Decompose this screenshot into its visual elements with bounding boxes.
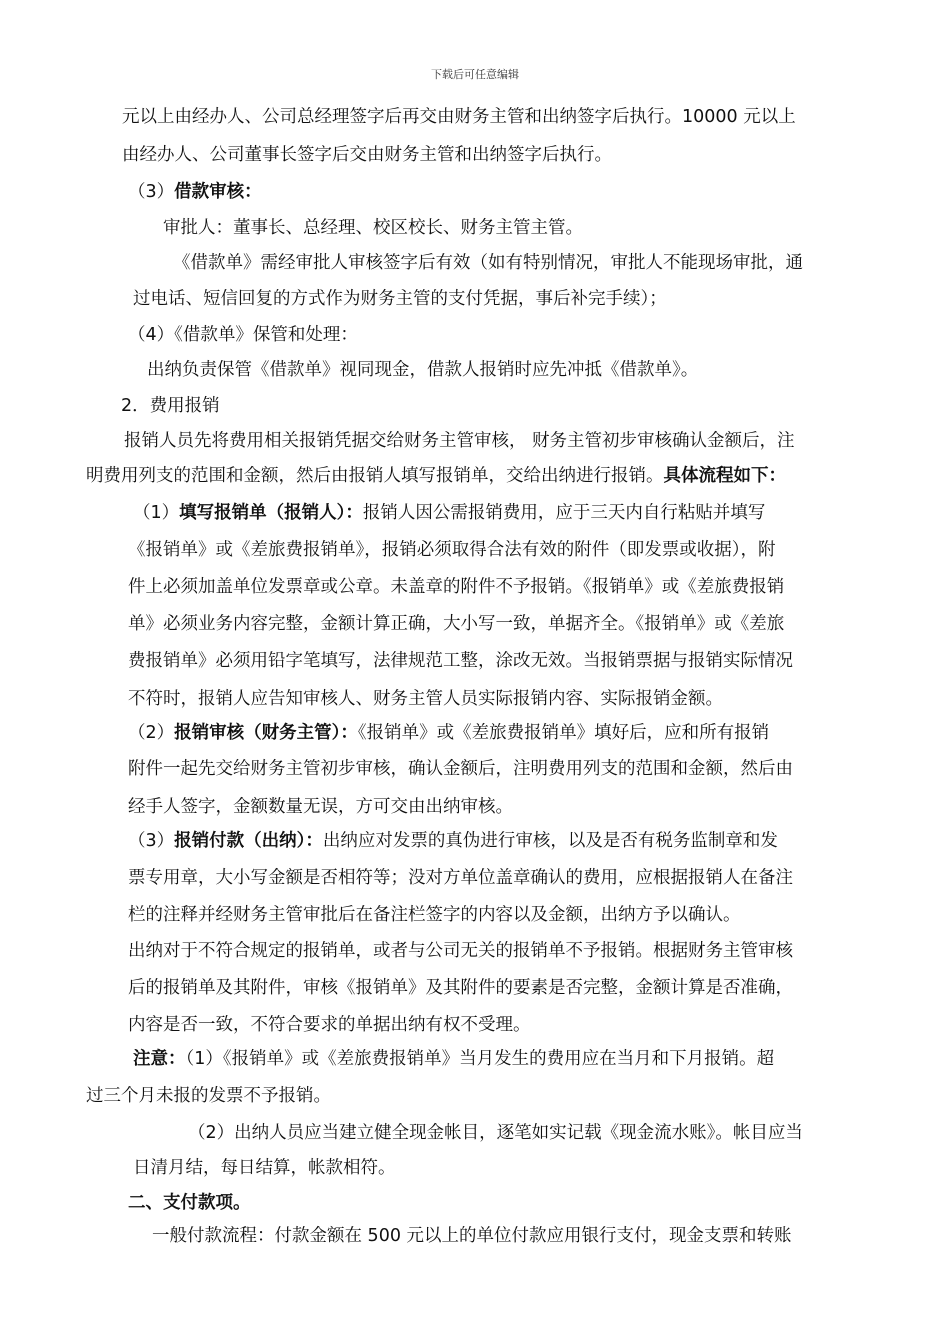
text-line: 不符时，报销人应告知审核人、财务主管人员实际报销内容、实际报销金额。 — [128, 689, 723, 709]
text-line: 票专用章，大小写金额是否相符等；没对方单位盖章确认的费用，应根据报销人在备注 — [128, 868, 793, 888]
text-line: 过三个月未报的发票不予报销。 — [86, 1086, 331, 1106]
text-line: 栏的注释并经财务主管审批后在备注栏签字的内容以及金额，出纳方予以确认。 — [128, 905, 741, 925]
text-line: （2）出纳人员应当建立健全现金帐目，逐笔如实记载《现金流水账》。帐目应当 — [188, 1123, 803, 1143]
text-line: 报销人员先将费用相关报销凭据交给财务主管审核， 财务主管初步审核确认金额后，注 — [124, 431, 795, 451]
page-header: 下载后可任意编辑 — [431, 68, 519, 81]
text-line: 出纳负责保管《借款单》视同现金，借款人报销时应先冲抵《借款单》。 — [147, 360, 699, 380]
section-heading: （1）填写报销单（报销人）：报销人因公需报销费用，应于三天内自行粘贴并填写 — [133, 503, 766, 523]
text-line: 过电话、短信回复的方式作为财务主管的支付凭据，事后补完手续）； — [133, 289, 667, 309]
text-line: 后的报销单及其附件，审核《报销单》及其附件的要素是否完整，金额计算是否准确， — [128, 978, 793, 998]
text-line: 费报销单》必须用铅字笔填写，法律规范工整，涂改无效。当报销票据与报销实际情况 — [128, 651, 793, 671]
text-line: 明费用列支的范围和金额，然后由报销人填写报销单，交给出纳进行报销。具体流程如下： — [86, 466, 786, 486]
text-line: 元以上由经办人、公司总经理签字后再交由财务主管和出纳签字后执行。10000 元以上 — [122, 107, 796, 127]
text-line: 单》必须业务内容完整，金额计算正确，大小写一致，单据齐全。《报销单》或《差旅 — [128, 614, 785, 634]
text-line: 件上必须加盖单位发票章或公章。未盖章的附件不予报销。《报销单》或《差旅费报销 — [128, 577, 785, 597]
section-heading: 2．费用报销 — [121, 396, 220, 416]
text-line: 一般付款流程：付款金额在 500 元以上的单位付款应用银行支付，现金支票和转账 — [152, 1226, 792, 1246]
text-line: 审批人：董事长、总经理、校区校长、财务主管主管。 — [163, 218, 583, 238]
text-line: 经手人签字，金额数量无误，方可交由出纳审核。 — [128, 797, 513, 817]
section-heading: （4）《借款单》保管和处理： — [128, 325, 358, 345]
text-line: 《借款单》需经审批人审核签字后有效（如有特别情况，审批人不能现场审批，通 — [173, 253, 803, 273]
text-line: 出纳对于不符合规定的报销单，或者与公司无关的报销单不予报销。根据财务主管审核 — [128, 941, 793, 961]
section-heading: （3）借款审核： — [128, 182, 262, 202]
section-heading: （3）报销付款（出纳）：出纳应对发票的真伪进行审核，以及是否有税务监制章和发 — [128, 831, 778, 851]
note-line: 注意：（1）《报销单》或《差旅费报销单》当月发生的费用应在当月和下月报销。超 — [133, 1049, 775, 1069]
text-line: 《报销单》或《差旅费报销单》，报销必须取得合法有效的附件（即发票或收据），附 — [128, 540, 776, 560]
section-heading: （2）报销审核（财务主管）：《报销单》或《差旅费报销单》填好后，应和所有报销 — [128, 723, 770, 743]
text-line: 由经办人、公司董事长签字后交由财务主管和出纳签字后执行。 — [122, 145, 612, 165]
section-heading: 二、支付款项。 — [128, 1193, 251, 1213]
text-line: 内容是否一致，不符合要求的单据出纳有权不受理。 — [128, 1015, 531, 1035]
text-line: 日清月结，每日结算，帐款相符。 — [133, 1158, 396, 1178]
text-line: 附件一起先交给财务主管初步审核，确认金额后，注明费用列支的范围和金额，然后由 — [128, 759, 793, 779]
